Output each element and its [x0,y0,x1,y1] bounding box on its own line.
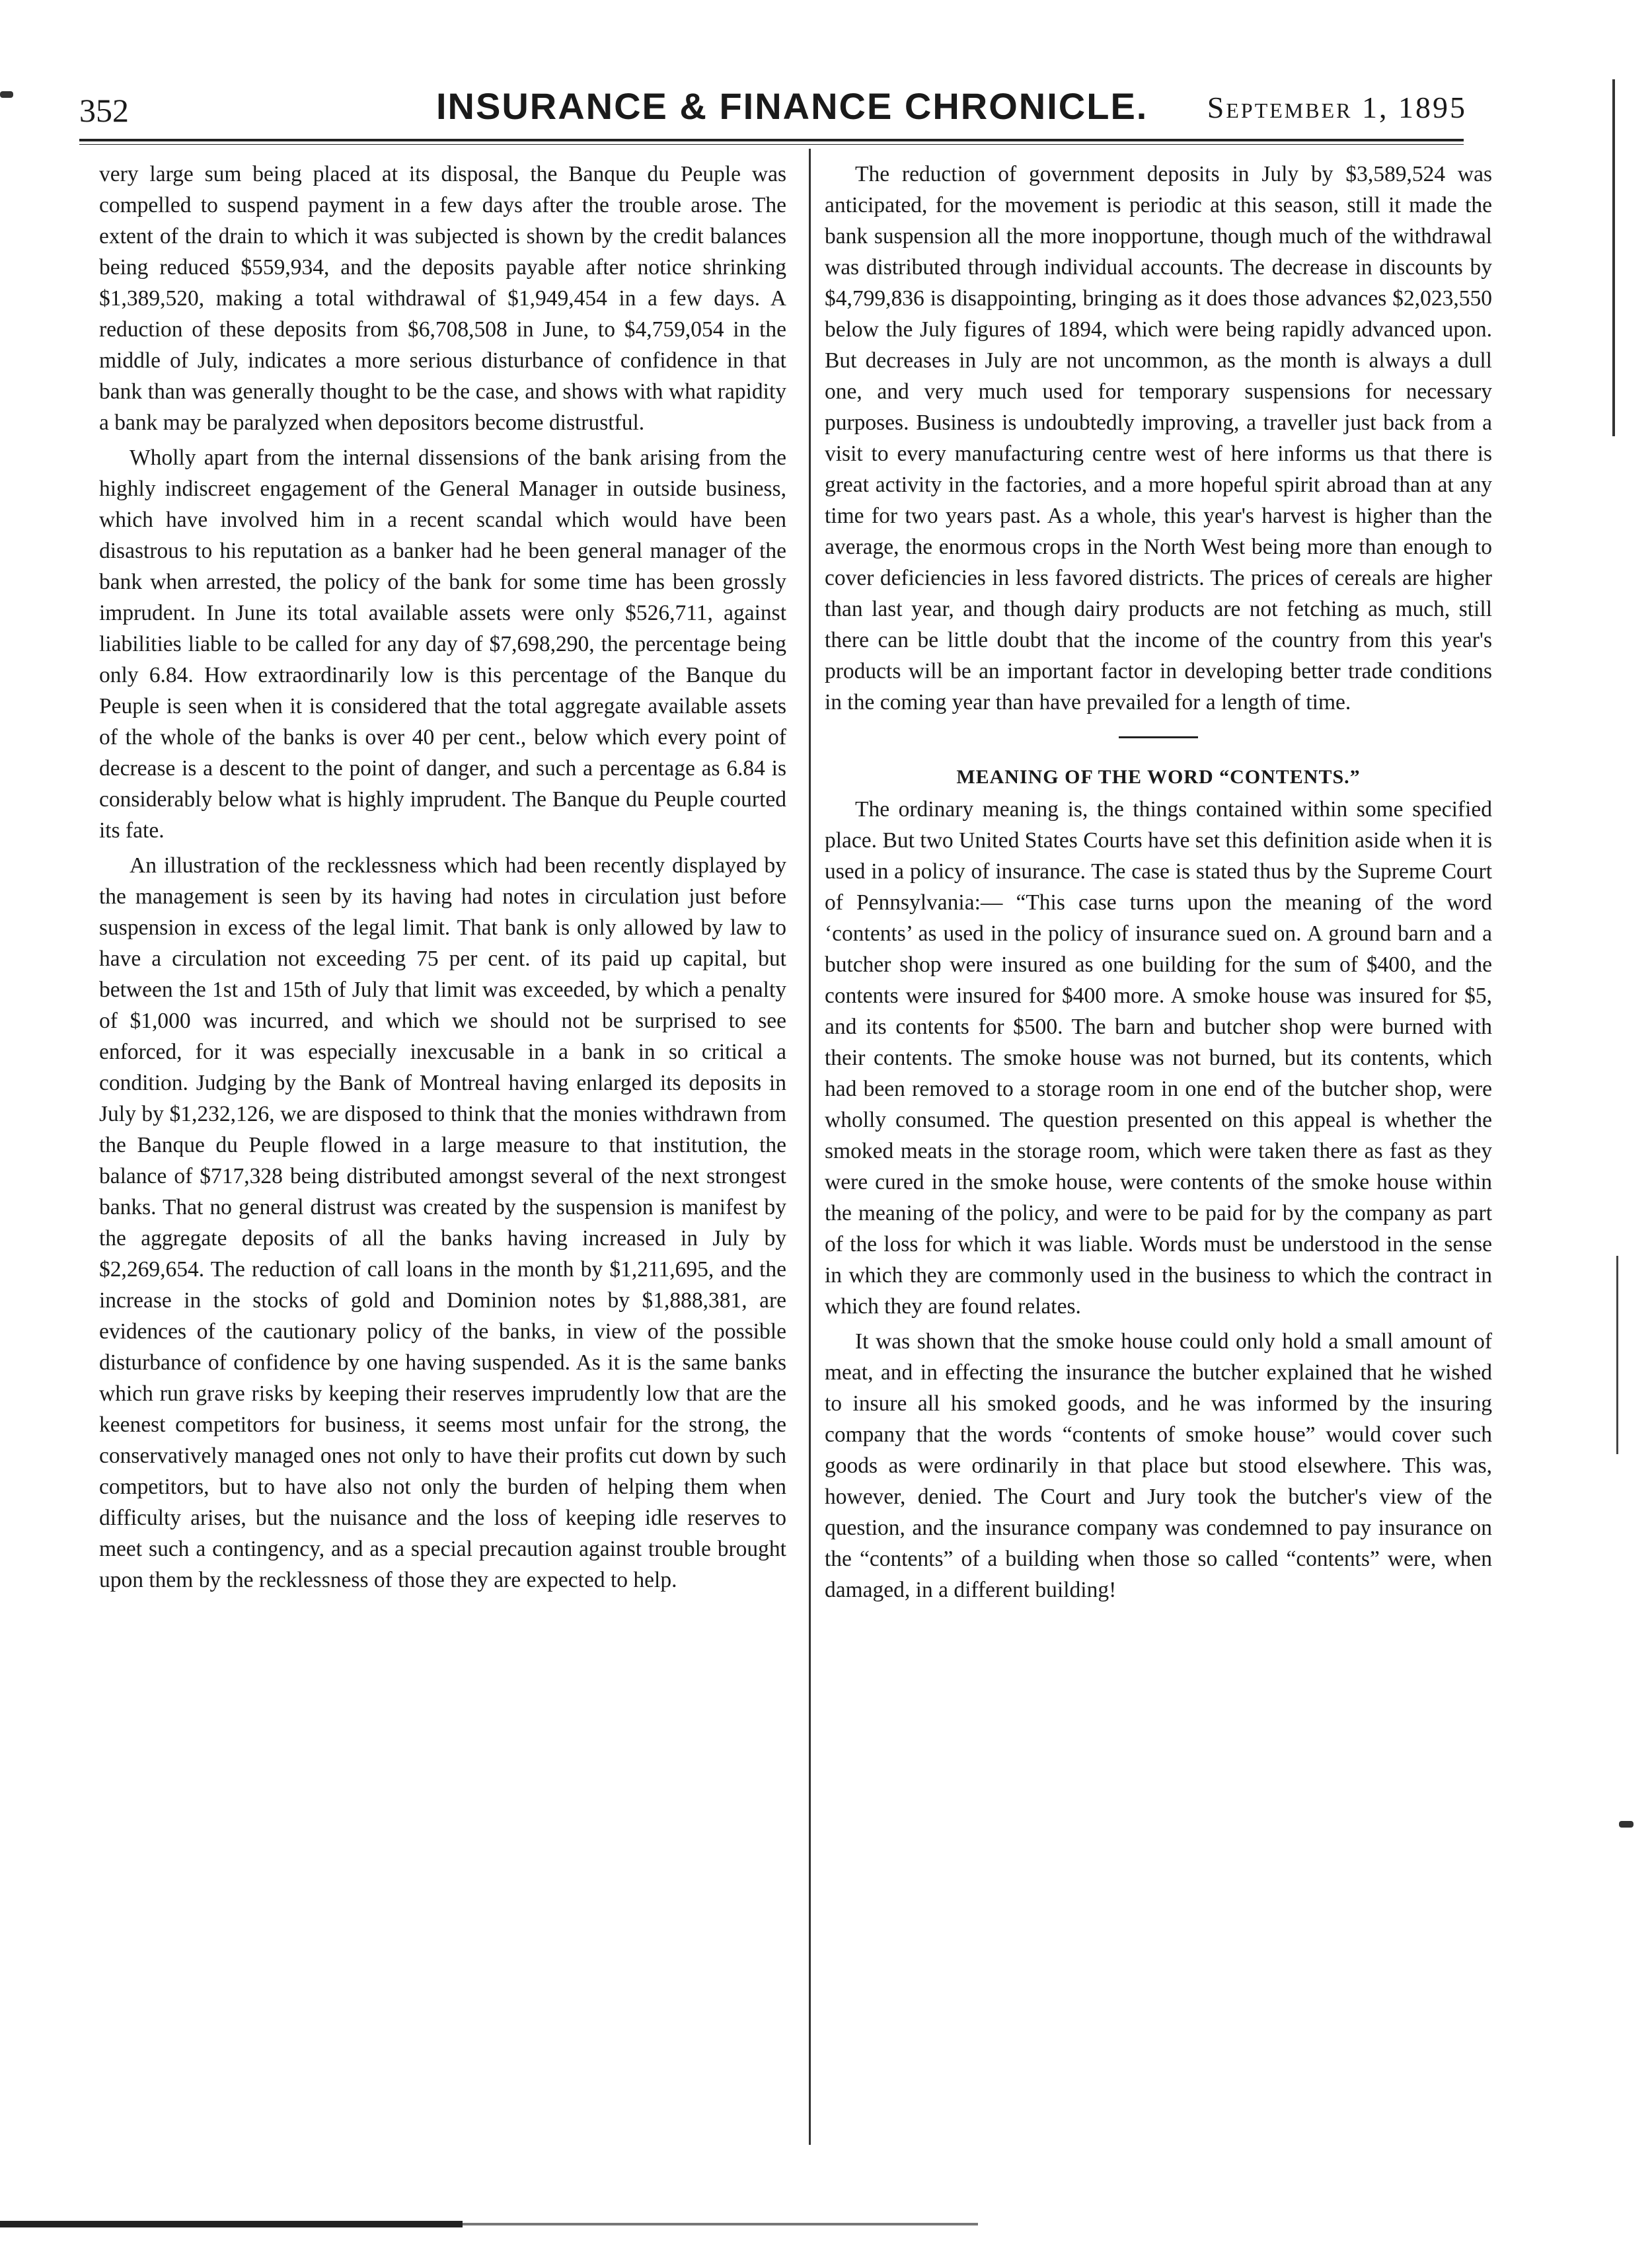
page-number: 352 [79,92,129,129]
page-edge-mark [1616,1256,1618,1454]
margin-mark [1619,1821,1633,1828]
article-paragraph: An illustration of the recklessness which had been recently displayed by the management is seen by its having had notes in circulation just before suspension in excess of the legal limit. That bank is only allowed by law to have a circulation not exceeding 75 per cent. of its paid up capital, but between the 1st and 15th of July that limit was exceeded, by which a penalty of $1,000 was incurred, and which we should not be surprised to see enforced, for it was especially inexcusable in a bank in so critical a condition. Judging by the Bank of Montreal having enlarged its deposits in July by $1,232,126, we are disposed to think that the monies withdrawn from the Banque du Peuple flowed in a large measure to that institution, the balance of $717,328 being distributed amongst several of the next strongest banks. That no general distrust was created by the suspension is manifest by the aggregate deposits of all the banks having increased in July by $2,269,654. The reduction of call loans in the month by $1,211,695, and the increase in the stocks of gold and Dominion notes by $1,888,381, are evidences of the cautionary policy of the banks, in view of the possible disturbance of confidence by one having suspended. As it is the same banks which run grave risks by keeping their reserves imprudently low that are the keenest competitors for business, it seems most unfair for the strong, the conservatively managed ones not only to have their profits cut down by such competitors, but to have also not only the burden of helping them when difficulty arises, but the nuisance and the loss of keeping idle reserves to meet such a contingency, and as a special precaution against trouble brought upon them by the recklessness of those they are expected to help. [99,853,786,1592]
left-column [99,159,786,1596]
margin-mark [0,91,13,98]
page-header [79,85,1467,137]
article-paragraph: Wholly apart from the internal dissensions of the bank arising from the highly indiscreet engagement of the General Manager in outside business, which have involved him in a recent scandal which would have been disastrous to his reputation as a banker had he been general manager of the bank when arrested, the policy of the bank for some time has been grossly imprudent. In June its total available assets were only $526,711, against liabilities liable to be called for any day of $7,698,290, the percentage being only 6.84. How extraordinarily low is this percentage of the Banque du Peuple is seen when it is considered that the total aggregate available assets of the whole of the banks is over 40 per cent., below which every point of decrease is a descent to the point of danger, and such a percentage as 6.84 is considerably below what is highly imprudent. The Banque du Peuple courted its fate. [99,445,786,843]
bottom-border-thick [0,2221,463,2227]
header-rule [79,139,1464,145]
article-paragraph: The ordinary meaning is, the things contained within some specified place. But two United States Courts have set this definition aside when it is used in a policy of insurance. The case is stated thus by the Supreme Court of Pennsylvania:— “This case turns upon the meaning of the word ‘contents’ as used in the policy of insurance sued on. A ground barn and a butcher shop were insured as one building for the sum of $400, and the contents were insured for $400 more. A smoke house was insured for $5, and its contents for $500. The barn and butcher shop were burned with their contents. The smoke house was not burned, but its contents, which had been removed to a storage room in one end of the butcher shop, were wholly consumed. The question presented on this appeal is whether the smoked meats in the storage room, which were taken there as fast as they were cured in the smoke house, were contents of the smoke house within the meaning of the policy, and were to be paid for by the company as part of the loss for which it was liable. Words must be understood in the sense in which they are commonly used in the business to which the contract in which they are found relates. [825,797,1492,1319]
article-paragraph: It was shown that the smoke house could only hold a small amount of meat, and in effecting the insurance the butcher explained that he wished to insure all his smoked goods, and he was informed by the insuring company that the words “contents of smoke house” would cover such goods as were ordinarily in that place but stood elsewhere. This was, however, denied. The Court and Jury took the butcher's view of the question, and the insurance company was condemned to pay insurance on the “contents” of a building when those so called “contents” were, when damaged, in a different building! [825,1329,1492,1602]
bottom-border-thin [463,2223,978,2225]
column-divider [809,149,811,2145]
publication-title: INSURANCE & FINANCE CHRONICLE. [436,85,1148,127]
article-paragraph: The reduction of government deposits in July by $3,589,524 was anticipated, for the movement is periodic at this season, still it made the bank suspension all the more inopportune, though much of the withdrawal was distributed through individual accounts. The decrease in discounts by $4,799,836 is disappointing, bringing as it does those advances $2,023,550 below the July figures of 1894, which were being rapidly advanced upon. But decreases in July are not uncommon, as the month is always a dull one, and very much used for temporary suspensions for necessary purposes. Business is undoubtedly improving, a traveller just back from a visit to every manufacturing centre west of here informs us that there is great activity in the factories, and a more hopeful spirit abroad than at any time for two years past. As a whole, this year's harvest is higher than the average, the enormous crops in the North West being more than enough to cover deficiencies in less favored districts. The prices of cereals are higher than last year, and though dairy products are not fetching as much, still there can be little doubt that the income of the country from this year's products will be an important factor in developing better trade conditions in the coming year than have prevailed for a length of time. [825,162,1492,715]
section-rule [1119,736,1198,738]
issue-date: September 1, 1895 [1207,91,1467,124]
right-column [825,159,1492,1605]
page-edge-mark [1612,79,1615,436]
article-paragraph: very large sum being placed at its disposal, the Banque du Peuple was compelled to suspend payment in a few days after the trouble arose. The extent of the drain to which it was subjected is shown by the credit balances being reduced $559,934, and the deposits payable after notice shrinking $1,389,520, making a total withdrawal of $1,949,454 in a few days. A reduction of these deposits from $6,708,508 in June, to $4,759,054 in the middle of July, indicates a more serious disturbance of confidence in that bank than was generally thought to be the case, and shows with what rapidity a bank may be paralyzed when depositors become distrustful. [99,162,786,435]
bottom-border [0,2221,991,2227]
section-heading: MEANING OF THE WORD “CONTENTS.” [956,766,1361,788]
